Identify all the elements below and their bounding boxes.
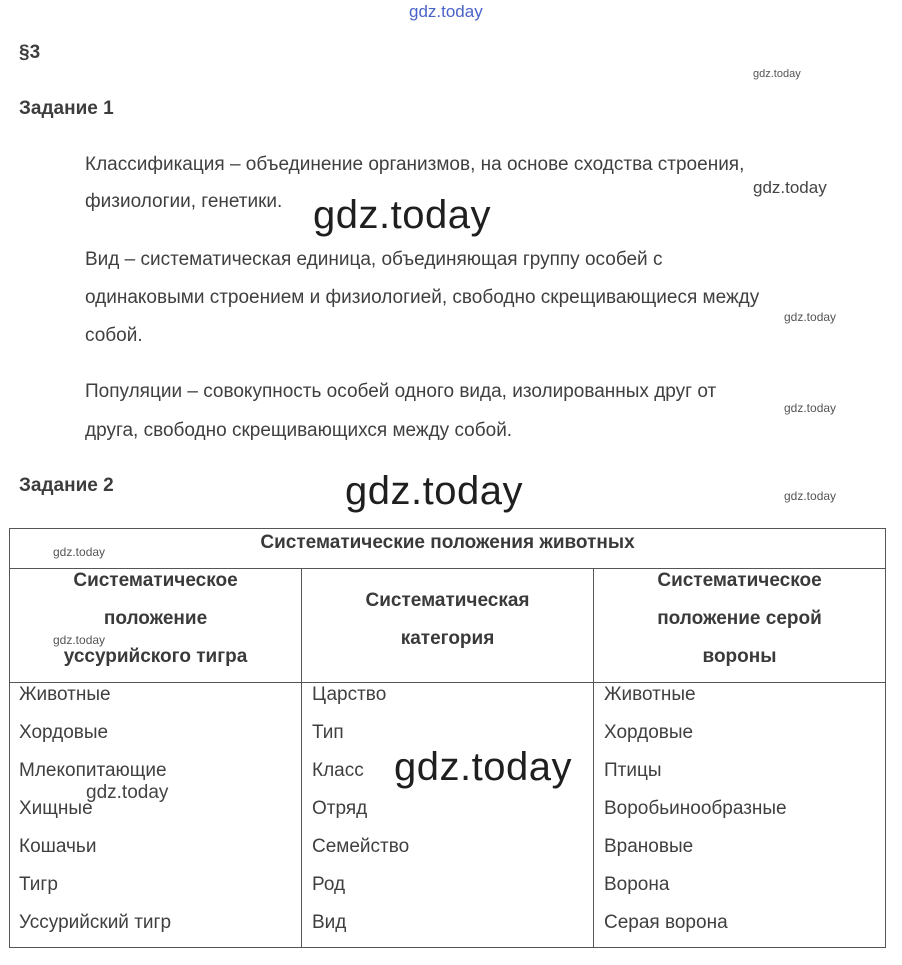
watermark-large: gdz.today: [345, 469, 523, 513]
table-cell: Род: [312, 874, 346, 895]
watermark-small: gdz.today: [784, 489, 837, 503]
task1-title: Задание 1: [19, 98, 114, 119]
watermark-small: gdz.today: [53, 545, 106, 559]
definition-population-line: друга, свободно скрещивающихся между собой.: [85, 420, 513, 441]
watermark-small: gdz.today: [53, 633, 106, 647]
definition-species-line: Вид – систематическая единица, объединяющая группу особей с: [85, 249, 663, 270]
watermark-medium: gdz.today: [753, 178, 827, 197]
table-cell: Царство: [312, 684, 387, 705]
header-crow: Систематическое положение серой вороны: [657, 570, 822, 667]
table-cell: Врановые: [604, 836, 694, 857]
watermark-small: gdz.today: [784, 401, 837, 415]
table-cell: Тигр: [19, 874, 58, 895]
table-cell: Класс: [312, 760, 364, 781]
table-cell: Животные: [19, 684, 111, 705]
header-category: Систематическая категория: [365, 590, 530, 649]
table-cell: Уссурийский тигр: [19, 912, 172, 933]
header-tiger: Систематическое положение уссурийского тигра: [63, 570, 248, 667]
definition-classification-line: физиологии, генетики.: [85, 191, 283, 212]
definition-species-line: собой.: [85, 325, 143, 346]
watermark-large: gdz.today: [394, 745, 572, 789]
definition-population-line: Популяции – совокупность особей одного вида, изолированных друг от: [85, 381, 717, 402]
table-cell: Вид: [312, 912, 347, 933]
table-cell: Серая ворона: [604, 912, 728, 933]
table-cell: Хищные: [19, 798, 93, 819]
definition-classification-line: Классификация – объединение организмов, на основе сходства строения,: [85, 154, 745, 175]
tiger-column: [19, 676, 171, 942]
table-cell: Тип: [312, 722, 344, 743]
section-label: §3: [19, 42, 41, 63]
task2-title: Задание 2: [19, 475, 114, 496]
table-cell: Хордовые: [604, 722, 694, 743]
watermark-large: gdz.today: [313, 193, 491, 237]
table-cell: Хордовые: [19, 722, 109, 743]
definition-species-line: одинаковыми строением и физиологией, свободно скрещивающиеся между: [85, 287, 760, 308]
table-cell: Кошачьи: [19, 836, 97, 857]
table-cell: Ворона: [604, 874, 670, 895]
watermark-small: gdz.today: [753, 68, 801, 80]
systematics-table: [9, 528, 886, 948]
watermark-medium: gdz.today: [86, 782, 169, 803]
table-cell: Воробьинообразные: [604, 798, 787, 819]
table-cell: Животные: [604, 684, 696, 705]
table-cell: Птицы: [604, 760, 662, 781]
crow-column: [604, 676, 787, 942]
table-caption: Систематические положения животных: [260, 532, 635, 553]
table-cell: Семейство: [312, 836, 410, 857]
watermark-top: gdz.today: [409, 2, 483, 21]
table-cell: Млекопитающие: [19, 760, 167, 781]
table-cell: Отряд: [312, 798, 368, 819]
watermark-small: gdz.today: [784, 310, 837, 324]
category-column: [312, 676, 409, 942]
